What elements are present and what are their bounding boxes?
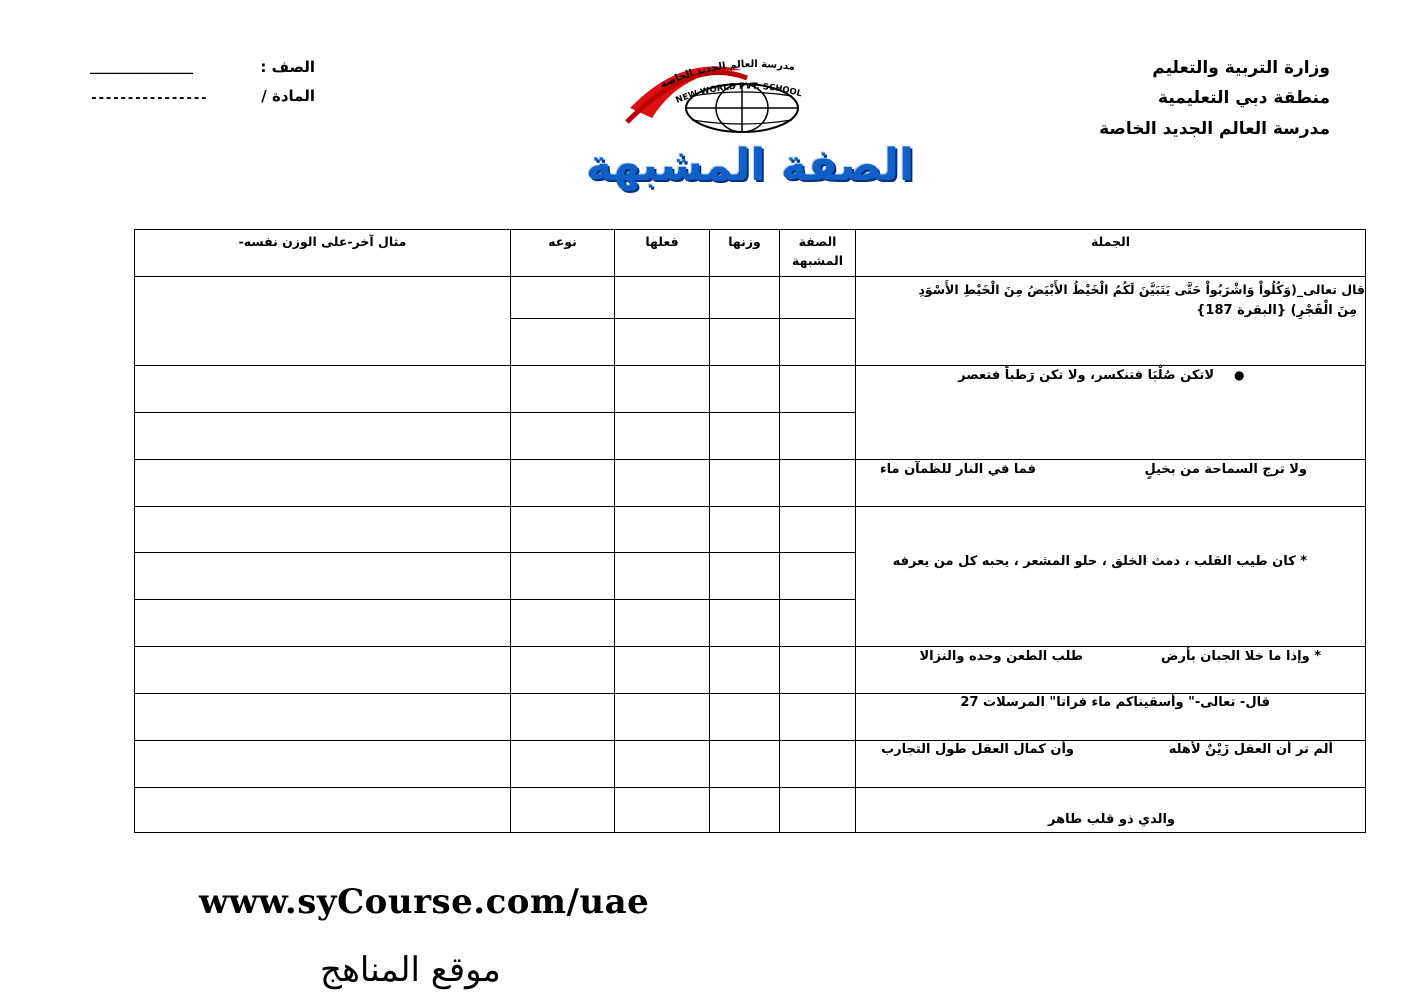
row-divider <box>134 276 1366 277</box>
sentence-2: لاتكن صُلْبَا فتنكسر، ولا تكن رَطباً فتعصر <box>958 368 1214 383</box>
education-zone: منطقة دبي التعليمية <box>1158 88 1330 108</box>
header-verb: فعلها <box>645 234 679 249</box>
row-divider <box>134 693 1366 694</box>
sentence-8: والدي ذو قلب طاهر <box>1048 812 1175 827</box>
table-border-right <box>1365 229 1366 833</box>
site-url[interactable]: www.syCourse.com/uae <box>199 882 650 922</box>
table-border-bottom <box>134 832 1366 833</box>
col-divider <box>855 229 856 833</box>
col-divider <box>614 229 615 833</box>
table-border-top <box>134 229 1366 230</box>
class-label: الصف : <box>260 58 315 76</box>
row-divider <box>134 646 1366 647</box>
subject-label: المادة / <box>261 87 315 105</box>
bullet-icon: ● <box>1234 368 1245 382</box>
header-sentence: الجملة <box>1090 234 1131 249</box>
subrow-divider <box>510 318 856 319</box>
site-name: موقع المناهج <box>320 950 501 990</box>
sentence-3-part-2: فما في النار للظمآن ماء <box>879 462 1036 477</box>
col-divider <box>709 229 710 833</box>
sentence-7-part-1: ألم تر أن العقل زَيْنٌ لأهله <box>1168 742 1333 757</box>
subrow-divider <box>134 552 856 553</box>
subject-blank: ---------------- <box>90 91 208 106</box>
subrow-divider <box>134 412 856 413</box>
page-title: الصفة المشبهة <box>585 140 915 191</box>
school-logo <box>622 48 872 138</box>
header-example: مثال آخر-على الوزن نفسه- <box>238 234 407 249</box>
globe-logo-icon <box>622 48 872 138</box>
row-divider <box>134 506 1366 507</box>
header-adjective: الصفة المشبهة <box>791 234 843 268</box>
header-type: نوعه <box>548 234 577 249</box>
col-divider <box>510 229 511 833</box>
sentence-5-part-2: طلب الطعن وحده والنزالا <box>919 649 1083 664</box>
row-divider <box>134 787 1366 788</box>
subrow-divider <box>134 599 856 600</box>
row-divider <box>134 740 1366 741</box>
header-pattern: وزنها <box>728 234 761 249</box>
col-divider <box>779 229 780 833</box>
school-name: مدرسة العالم الجديد الخاصة <box>1099 119 1330 139</box>
sentence-1-line-2: مِنَ الْفَجْرِ) {البقرة 187} <box>1196 303 1357 318</box>
logo-arabic-name: مدرسة العالم الجديد الخاصة <box>658 58 796 91</box>
sentence-7-part-2: وأن كمال العقل طول التجارب <box>881 742 1074 757</box>
sentence-5-part-1: * وإذا ما خلا الجبان بأرض <box>1161 649 1321 664</box>
row-divider <box>134 365 1366 366</box>
table-border-left <box>134 229 135 833</box>
class-blank: ______________ <box>90 60 193 75</box>
ministry-name: وزارة التربية والتعليم <box>1152 58 1330 78</box>
row-divider <box>134 459 1366 460</box>
sentence-4: * كان طيب القلب ، دمث الخلق ، حلو المشعر ، يحبه كل من يعرفه <box>892 554 1307 569</box>
sentence-1-line-1: قال تعالى_(وَكُلُواْ وَاشْرَبُواْ حَتَّى يَتَبَيَّنَ لَكُمُ الْخَيْطُ الأَبْيَضُ مِنَ الْخَيْطِ الأَسْوَدِ <box>918 282 1365 297</box>
sentence-6: قال- تعالى-" وأسقيناكم ماء فراتا" المرسلات 27 <box>960 695 1270 710</box>
sentence-3-part-1: ولا ترج السماحة من بخيلٍ <box>1144 462 1307 477</box>
logo-english-name: NEW WORLD PVT. SCHOOL <box>674 81 804 106</box>
